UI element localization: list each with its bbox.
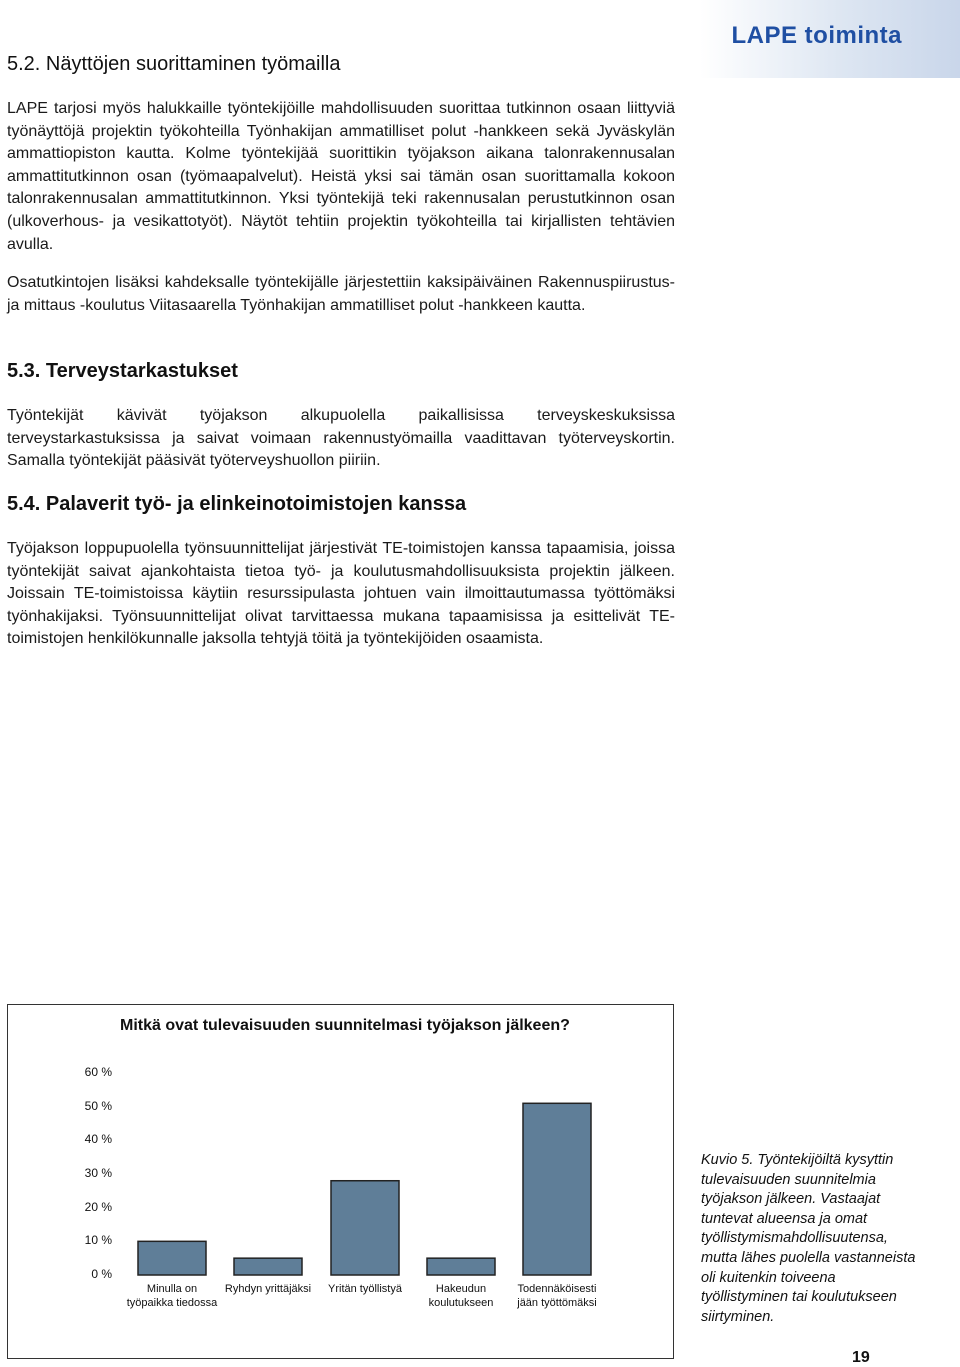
y-tick-label: 10 % xyxy=(84,1233,112,1248)
category-label-line: koulutukseen xyxy=(428,1297,494,1309)
y-tick-label: 20 % xyxy=(84,1199,112,1214)
category-label-line: Yritän työllistyä xyxy=(328,1283,402,1295)
page-number: 19 xyxy=(852,1349,870,1366)
category-label-line: Ryhdyn yrittäjäksi xyxy=(224,1283,312,1295)
section-heading-5-4: 5.4. Palaverit työ- ja elinkeinotoimistojen kanssa xyxy=(7,493,467,515)
y-tick-label: 60 % xyxy=(84,1065,112,1079)
section-5-3-paragraph-1: Työntekijät kävivät työjakson alkupuolella paikallisissa terveyskeskuksissa terveystarkastuksissa ja saivat voimaan rakennustyömailla vaadittavan työterveyskortin. Samalla työntekijät pääsivät työterveyshuollon piiriin. xyxy=(7,407,675,470)
category-label-line: Minulla on xyxy=(146,1283,198,1295)
section-5-4-paragraph-1: Työjakson loppupuolella työnsuunnittelijat järjestivät TE-toimistojen kanssa tapaamisia, joissa työntekijät saivat ajankohtaista tietoa työ- ja koulutusmahdollisuuksista projektin jälkeen. Joissain TE-toimistoissa käytiin resurssipulasta johtuen vain ilmoittautumassa työttömäksi työnhakijaksi. Työnsuunnittelijat olivat tarvittaessa mukana tapaamisissa ja esittelivät TE-toimistojen henkilökunnalle jaksolla tehtyjä töitä ja työntekijöiden osaamista. xyxy=(7,540,675,648)
category-label-line: työpaikka tiedossa xyxy=(126,1297,218,1309)
category-label-line: Todennäköisesti xyxy=(517,1283,597,1295)
section-5-2-paragraph-2: Osatutkintojen lisäksi kahdeksalle työntekijälle järjestettiin kaksipäiväinen Rakennuspiirustus-ja mittaus -koulutus Viitasaarella Työnhakijan ammatilliset polut -hankkeen kautta. xyxy=(7,274,675,314)
y-tick-label: 40 % xyxy=(84,1132,112,1147)
section-5-2-paragraph-1: LAPE tarjosi myös halukkaille työntekijöille mahdollisuuden suorittaa tutkinnon osaan liittyviä työnäyttöjä projektin työkohteilla Työnhakijan ammatilliset polut -hankkeen sekä Jyväskylän ammattiopiston kautta. Kolme työntekijää suorittikin työjakson aikana talonrakennusalan ammattitutkinnon osan (työmaapalvelut). Heistä yksi sai tämän osan suorittamalla kokoon talonrakennusalan ammattitutkinnon. Yksi työntekijä teki rakennusalan perustutkinnon osan (ulkoverhous- ja vesikattotyöt). Näytöt tehtiin projektin työkohteilla tai kirjallisten tehtävien avulla. xyxy=(7,100,675,253)
figure-caption: Kuvio 5. Työntekijöiltä kysyttin tulevaisuuden suunnitelmia työjakson jälkeen. Vastaajat tuntevat alueensa ja omat työllistymismahdollisuutensa, mutta lähes puolella vastanneista oli kuitenkin toiveena työllistyminen tai koulutukseen siirtyminen. xyxy=(701,1152,916,1325)
y-tick-label: 50 % xyxy=(84,1098,112,1113)
y-tick-label: 0 % xyxy=(91,1267,112,1281)
bar xyxy=(234,1258,302,1275)
y-tick-label: 30 % xyxy=(84,1166,112,1180)
bar xyxy=(523,1103,591,1275)
chart-title: Mitkä ovat tulevaisuuden suunnitelmasi työjakson jälkeen? xyxy=(120,1017,570,1034)
bar xyxy=(427,1258,495,1275)
section-heading-5-3: 5.3. Terveystarkastukset xyxy=(7,360,238,382)
header-title: LAPE toiminta xyxy=(731,22,902,49)
bar xyxy=(138,1241,206,1275)
bar xyxy=(331,1181,399,1275)
category-label-line: Hakeudun xyxy=(435,1283,487,1295)
category-label-line: jään työttömäksi xyxy=(517,1297,597,1309)
section-heading-5-2: 5.2. Näyttöjen suorittaminen työmailla xyxy=(7,53,341,75)
